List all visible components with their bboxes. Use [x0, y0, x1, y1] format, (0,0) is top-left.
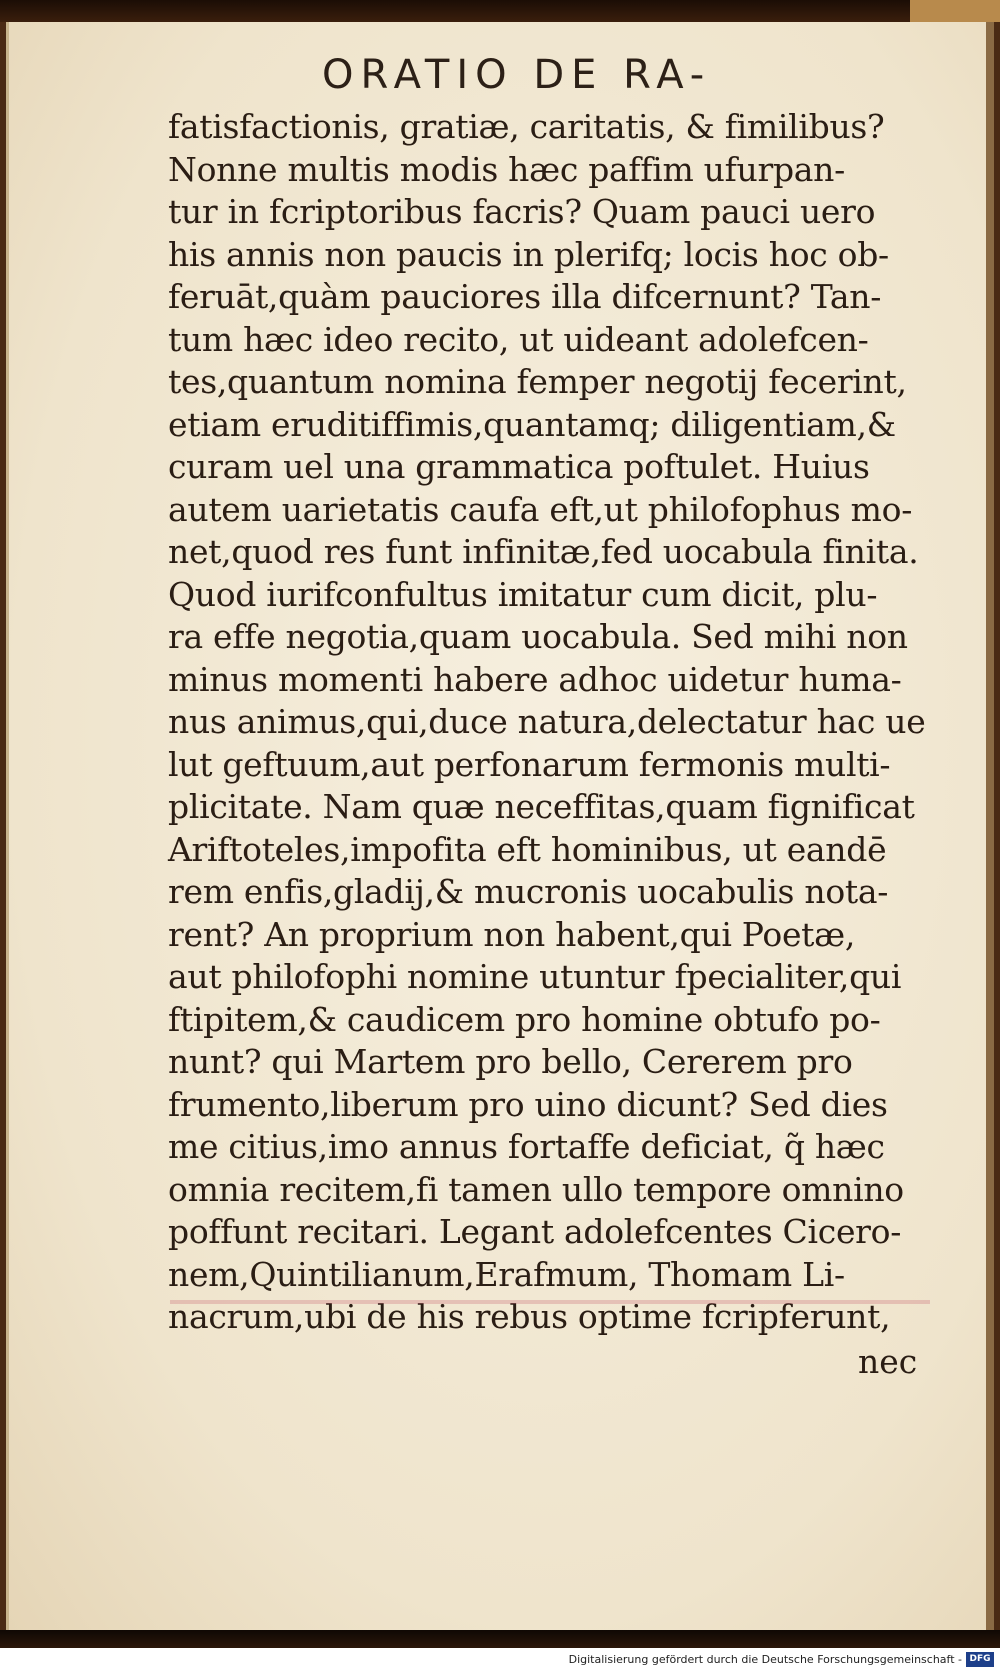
text-line: aut philofophi nomine utuntur fpecialiter,qui: [168, 957, 902, 996]
text-line: ra effe negotia,quam uocabula. Sed mihi non: [168, 617, 908, 656]
text-block: [168, 106, 928, 1339]
text-line: frumento,liberum pro uino dicunt? Sed dies: [168, 1084, 888, 1124]
book-bottom-edge: [0, 1630, 1000, 1648]
text-line: Nonne multis modis hæc paffim ufurpan-: [168, 149, 845, 189]
text-line: fatisfactionis, gratiæ, caritatis, & fimilibus?: [168, 107, 885, 146]
text-line: ftipitem,& caudicem pro homine obtufo po-: [168, 999, 881, 1039]
text-line: omnia recitem,fi tamen ullo tempore omnino: [168, 1169, 904, 1209]
text-line: nem,Quintilianum,Erafmum, Thomam Li-: [168, 1254, 845, 1294]
text-line: autem uarietatis caufa eft,ut philofophus mo-: [168, 489, 913, 529]
text-line: nunt? qui Martem pro bello, Cererem pro: [168, 1042, 853, 1081]
running-head: ORATIO DE RA-: [322, 52, 712, 98]
text-line: tes,quantum nomina femper negotij fecerint,: [168, 362, 907, 401]
text-line: etiam eruditiffimis,quantamq; diligentiam,&: [168, 404, 896, 444]
text-line: poffunt recitari. Legant adolefcentes Cicero-: [168, 1212, 902, 1251]
text-line: plicitate. Nam quæ neceffitas,quam fignificat: [168, 787, 915, 826]
text-line: curam uel una grammatica poftulet. Huius: [168, 447, 870, 486]
footer-credit: Digitalisierung gefördert durch die Deutsche Forschungsgemeinschaft -: [568, 1653, 962, 1666]
book-corner: [910, 0, 1000, 22]
catchword: nec: [858, 1342, 918, 1381]
text-line: nus animus,qui,duce natura,delectatur hac ue: [168, 702, 926, 741]
text-line: feruāt,quàm pauciores illa difcernunt? Tan-: [168, 277, 882, 316]
text-line: tur in fcriptoribus facris? Quam pauci uero: [168, 192, 876, 231]
text-line: lut geftuum,aut perfonarum fermonis multi-: [168, 744, 891, 784]
red-underline-mark: [170, 1300, 930, 1304]
text-line: rem enfis,gladij,& mucronis uocabulis nota-: [168, 872, 889, 911]
footer-bar: [0, 1648, 1000, 1672]
text-line: me citius,imo annus fortaffe deficiat, q̃ hæc: [168, 1127, 885, 1166]
text-line: nacrum,ubi de his rebus optime fcripferunt,: [168, 1297, 891, 1336]
text-line: rent? An proprium non habent,qui Poetæ,: [168, 914, 856, 954]
text-line: Ariftoteles,impofita eft hominibus, ut eandē: [168, 829, 887, 869]
text-line: minus momenti habere adhoc uidetur huma-: [168, 659, 902, 699]
dfg-logo-icon: DFG: [966, 1652, 994, 1667]
text-line: net,quod res funt infinitæ,fed uocabula finita.: [168, 532, 919, 571]
text-line: his annis non paucis in plerifq; locis hoc ob-: [168, 234, 889, 274]
text-line: tum hæc ideo recito, ut uideant adolefcen-: [168, 319, 869, 359]
book-top-edge: [0, 0, 1000, 22]
text-line: Quod iurifconfultus imitatur cum dicit, plu-: [168, 574, 878, 614]
